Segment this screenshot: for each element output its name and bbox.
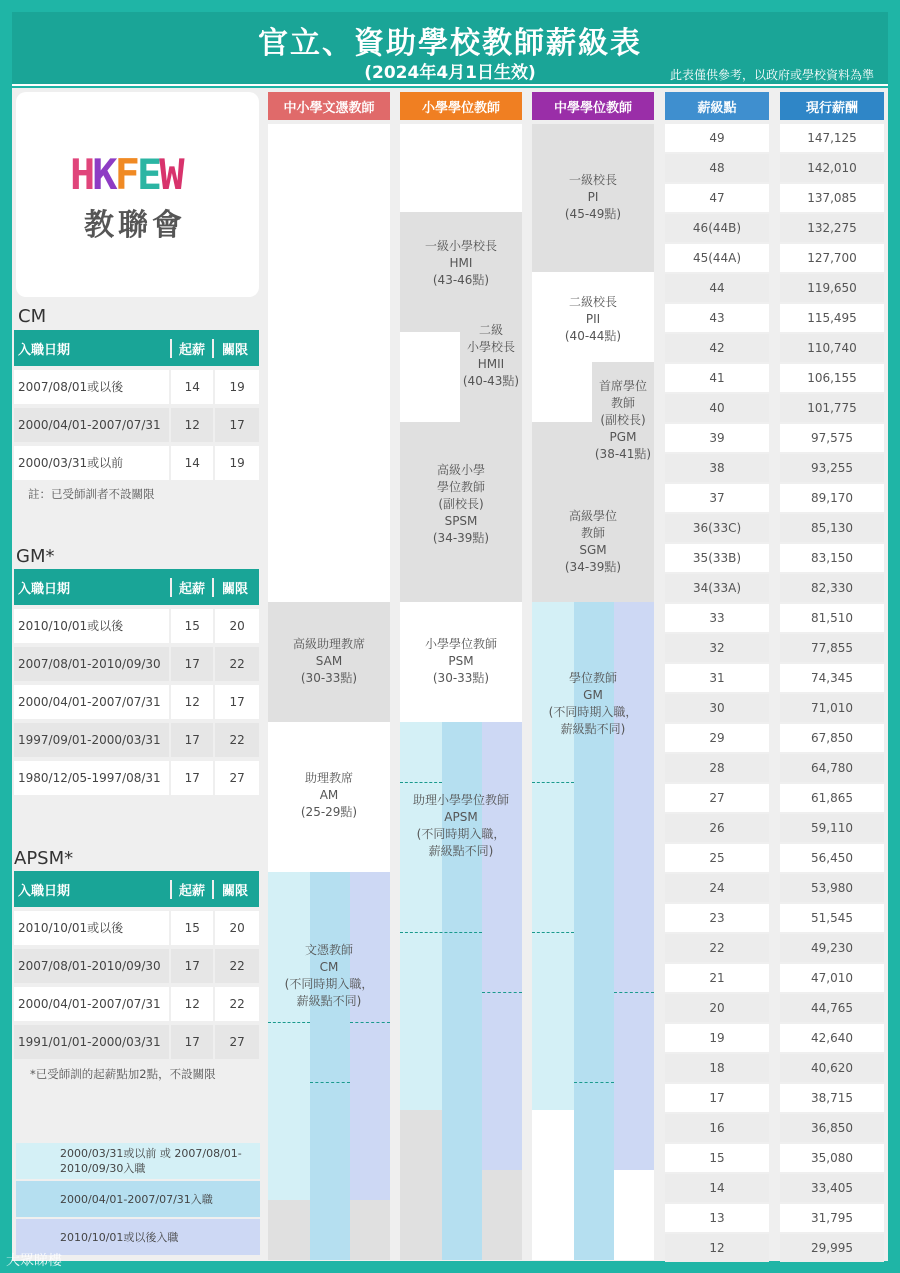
watermark: 大眾睇樓 (6, 1253, 62, 1269)
disclaimer-note: 此表僅供參考，以政府或學校資料為準 (669, 68, 874, 82)
scale-point-cell: 20 (665, 994, 769, 1022)
scale-point-cell: 24 (665, 874, 769, 902)
scale-salary-cell: 110,740 (780, 334, 884, 362)
scale-salary-cell: 81,510 (780, 604, 884, 632)
scale-salary-cell: 29,995 (780, 1234, 884, 1262)
scale-salary-cell: 64,780 (780, 754, 884, 782)
apsm-band-3 (482, 722, 522, 1170)
legend-label: 2000/04/01-2007/07/31入職 (60, 1192, 213, 1206)
scale-point-cell: 29 (665, 724, 769, 752)
cert-empty-area (268, 124, 390, 602)
table-row: 2007/08/01-2010/09/30 17 22 (14, 949, 259, 983)
rank-pi-label: 一級校長 PI (45-49點) (564, 173, 622, 221)
scale-salary-cell: 59,110 (780, 814, 884, 842)
scale-salary-cell: 40,620 (780, 1054, 884, 1082)
cm-band-2 (310, 872, 350, 1260)
table-row: 2000/04/01-2007/07/31 12 17 (14, 685, 259, 719)
scale-point-cell: 34(33A) (665, 574, 769, 602)
col-header-primary: 小學學位教師 (400, 92, 522, 120)
cm-band-1 (268, 872, 310, 1200)
table-row: 2010/10/01或以後 15 20 (14, 911, 259, 945)
cm-section-title: CM (18, 306, 47, 327)
scale-salary-cell: 115,495 (780, 304, 884, 332)
gm-table (14, 569, 259, 795)
rank-hmii-label: 二級 小學校長 HMII (40-43點) (462, 323, 520, 388)
scale-salary-cell: 42,640 (780, 1024, 884, 1052)
table-row: 1997/09/01-2000/03/31 17 22 (14, 723, 259, 757)
table-row: 2000/03/31或以前 14 19 (14, 446, 259, 480)
scale-salary-cell: 77,855 (780, 634, 884, 662)
scale-points-column (665, 124, 769, 1264)
scale-point-cell: 49 (665, 124, 769, 152)
scale-salary-cell: 67,850 (780, 724, 884, 752)
scale-point-cell: 23 (665, 904, 769, 932)
rank-pii-label: 二級校長 PII (40-44點) (564, 295, 622, 343)
scale-salary-cell: 31,795 (780, 1204, 884, 1232)
scale-salary-cell: 137,085 (780, 184, 884, 212)
rank-spsm-label: 高級小學 學位教師 (副校長) SPSM (34-39點) (432, 463, 490, 545)
scale-salary-cell: 74,345 (780, 664, 884, 692)
scale-point-cell: 25 (665, 844, 769, 872)
scale-point-cell: 21 (665, 964, 769, 992)
scale-salary-column (780, 124, 884, 1264)
apsm-table-header: 入職日期 起薪 關限 (14, 871, 259, 907)
scale-point-cell: 43 (665, 304, 769, 332)
apsm-section-title: APSM* (14, 848, 74, 869)
apsm-band-1 (400, 722, 442, 1110)
scale-point-cell: 15 (665, 1144, 769, 1172)
scale-salary-cell: 49,230 (780, 934, 884, 962)
scale-salary-cell: 142,010 (780, 154, 884, 182)
scale-salary-cell: 127,700 (780, 244, 884, 272)
gm-table-header: 入職日期 起薪 關限 (14, 569, 259, 605)
apsm-table (14, 871, 259, 1059)
rank-gm-label: 學位教師 GM (不同時期入職， 薪級點不同) (548, 671, 638, 736)
scale-point-cell: 36(33C) (665, 514, 769, 542)
rank-psm-label: 小學學位教師 PSM (30-33點) (424, 637, 497, 685)
table-row: 2007/08/01或以後 14 19 (14, 370, 259, 404)
scale-point-cell: 12 (665, 1234, 769, 1262)
scale-point-cell: 16 (665, 1114, 769, 1142)
cm-footnote: 註：已受師訓者不設關限 (28, 487, 155, 501)
table-row: 2007/08/01-2010/09/30 17 22 (14, 647, 259, 681)
scale-salary-cell: 132,275 (780, 214, 884, 242)
page-title: 官立、資助學校教師薪級表 (258, 26, 642, 61)
scale-point-cell: 46(44B) (665, 214, 769, 242)
legend-label: 2010/10/01或以後入職 (60, 1230, 179, 1244)
rank-hmi-label: 一級小學校長 HMI (43-46點) (424, 239, 497, 287)
scale-salary-cell: 36,850 (780, 1114, 884, 1142)
page-subtitle: (2024年4月1日生效) (364, 63, 536, 83)
rank-cm-label: 文憑教師 CM (不同時期入職， 薪級點不同) (284, 943, 374, 1008)
scale-salary-cell: 106,155 (780, 364, 884, 392)
scale-salary-cell: 61,865 (780, 784, 884, 812)
scale-point-cell: 14 (665, 1174, 769, 1202)
scale-point-cell: 28 (665, 754, 769, 782)
col-start-point: 起薪 (170, 339, 212, 358)
scale-salary-cell: 119,650 (780, 274, 884, 302)
scale-salary-cell: 85,130 (780, 514, 884, 542)
scale-point-cell: 47 (665, 184, 769, 212)
cm-band-3 (350, 872, 390, 1200)
scale-salary-cell: 47,010 (780, 964, 884, 992)
scale-point-cell: 40 (665, 394, 769, 422)
col-bar-point: 關限 (212, 339, 256, 358)
scale-salary-cell: 56,450 (780, 844, 884, 872)
col-header-salary: 現行薪酬 (780, 92, 884, 120)
rank-sam-label: 高級助理教席 SAM (30-33點) (292, 637, 365, 685)
apsm-footnote: *已受師訓的起薪點加2點，不設關限 (30, 1067, 216, 1081)
rank-sgm-label: 高級學位 教師 SGM (34-39點) (564, 509, 622, 574)
logo-name: 教聯會 (84, 208, 186, 243)
scale-salary-cell: 38,715 (780, 1084, 884, 1112)
rank-am-label: 助理教席 AM (25-29點) (300, 771, 358, 819)
scale-point-cell: 18 (665, 1054, 769, 1082)
col-header-cert: 中小學文憑教師 (268, 92, 390, 120)
gm-section-title: GM* (16, 546, 55, 567)
scale-salary-cell: 71,010 (780, 694, 884, 722)
scale-point-cell: 26 (665, 814, 769, 842)
scale-salary-cell: 44,765 (780, 994, 884, 1022)
scale-point-cell: 35(33B) (665, 544, 769, 572)
scale-salary-cell: 101,775 (780, 394, 884, 422)
col-header-point: 薪級點 (665, 92, 769, 120)
scale-salary-cell: 82,330 (780, 574, 884, 602)
scale-point-cell: 48 (665, 154, 769, 182)
scale-point-cell: 45(44A) (665, 244, 769, 272)
scale-point-cell: 13 (665, 1204, 769, 1232)
scale-salary-cell: 97,575 (780, 424, 884, 452)
scale-salary-cell: 89,170 (780, 484, 884, 512)
scale-salary-cell: 83,150 (780, 544, 884, 572)
cm-table-header (14, 330, 259, 366)
cm-table (14, 330, 259, 480)
scale-salary-cell: 93,255 (780, 454, 884, 482)
rank-pgm-label: 首席學位 教師 (副校長) PGM (38-41點) (594, 379, 652, 461)
scale-point-cell: 33 (665, 604, 769, 632)
legend-label: 2000/03/31或以前 或 2007/08/01-2010/09/30入職 (60, 1147, 242, 1175)
table-row: 2000/04/01-2007/07/31 12 22 (14, 987, 259, 1021)
legend-item (16, 1181, 260, 1217)
scale-point-cell: 37 (665, 484, 769, 512)
scale-point-cell: 22 (665, 934, 769, 962)
scale-point-cell: 31 (665, 664, 769, 692)
scale-point-cell: 19 (665, 1024, 769, 1052)
col-header-secondary: 中學學位教師 (532, 92, 654, 120)
scale-point-cell: 32 (665, 634, 769, 662)
table-row: 1980/12/05-1997/08/31 17 27 (14, 761, 259, 795)
hkfew-logo: HKFEW (70, 150, 182, 199)
table-row: 2010/10/01或以後 15 20 (14, 609, 259, 643)
scale-point-cell: 38 (665, 454, 769, 482)
scale-salary-cell: 147,125 (780, 124, 884, 152)
col-entry-date: 入職日期 (18, 342, 71, 358)
scale-point-cell: 30 (665, 694, 769, 722)
scale-point-cell: 27 (665, 784, 769, 812)
table-row: 2000/04/01-2007/07/31 12 17 (14, 408, 259, 442)
scale-salary-cell: 33,405 (780, 1174, 884, 1202)
scale-salary-cell: 35,080 (780, 1144, 884, 1172)
scale-salary-cell: 53,980 (780, 874, 884, 902)
rank-apsm-label: 助理小學學位教師 APSM (不同時期入職， 薪級點不同) (412, 793, 509, 858)
scale-point-cell: 42 (665, 334, 769, 362)
legend-item (16, 1143, 260, 1179)
scale-salary-cell: 51,545 (780, 904, 884, 932)
scale-point-cell: 17 (665, 1084, 769, 1112)
scale-point-cell: 41 (665, 364, 769, 392)
scale-point-cell: 39 (665, 424, 769, 452)
scale-point-cell: 44 (665, 274, 769, 302)
header-banner (12, 12, 888, 86)
table-row: 1991/01/01-2000/03/31 17 27 (14, 1025, 259, 1059)
